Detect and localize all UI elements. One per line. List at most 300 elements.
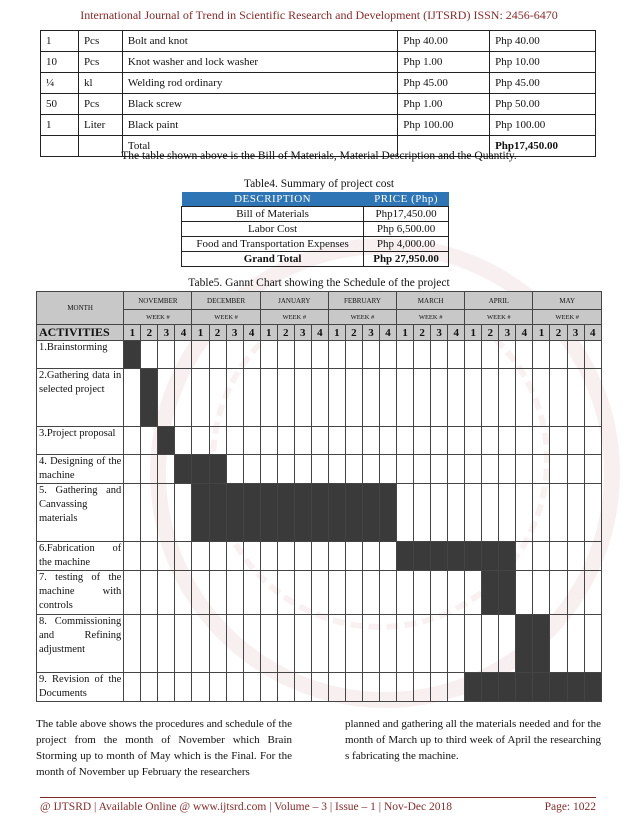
gantt-empty-cell (260, 369, 277, 427)
gantt-bar-cell (499, 571, 516, 615)
gantt-empty-cell (158, 455, 175, 484)
gantt-empty-cell (448, 615, 465, 673)
gantt-empty-cell (431, 484, 448, 542)
bom-cell: Php 1.00 (398, 52, 490, 73)
gantt-activity-row (37, 615, 602, 673)
bom-cell: 50 (41, 94, 79, 115)
gantt-empty-cell (243, 369, 260, 427)
month-label: MONTH (37, 292, 124, 325)
gantt-empty-cell (499, 341, 516, 369)
gantt-bar-cell (124, 341, 141, 369)
gantt-empty-cell (277, 427, 294, 455)
gantt-empty-cell (397, 455, 414, 484)
month-header: NOVEMBER (124, 292, 192, 310)
gantt-bar-cell (311, 484, 328, 542)
week-label: WEEK # (397, 310, 465, 325)
week-number: 4 (311, 325, 328, 341)
gantt-empty-cell (311, 571, 328, 615)
gantt-empty-cell (567, 369, 584, 427)
gantt-empty-cell (414, 427, 431, 455)
gantt-empty-cell (584, 455, 601, 484)
gantt-empty-cell (124, 455, 141, 484)
gantt-empty-cell (141, 427, 158, 455)
bom-cell: 10 (41, 52, 79, 73)
gantt-empty-cell (192, 673, 209, 702)
gantt-empty-cell (567, 455, 584, 484)
gantt-empty-cell (584, 571, 601, 615)
gantt-empty-cell (584, 615, 601, 673)
gantt-empty-cell (175, 571, 192, 615)
week-number: 2 (414, 325, 431, 341)
activity-name: 2.Gathering data in selected project (37, 369, 124, 427)
gantt-bar-cell (414, 542, 431, 571)
bom-cell: ¼ (41, 73, 79, 94)
gantt-empty-cell (345, 369, 362, 427)
bom-row (41, 73, 596, 94)
gantt-empty-cell (192, 542, 209, 571)
gantt-empty-cell (567, 571, 584, 615)
gantt-empty-cell (294, 427, 311, 455)
gantt-empty-cell (362, 542, 379, 571)
gantt-week-number-row (37, 325, 602, 341)
week-label: WEEK # (260, 310, 328, 325)
gantt-empty-cell (380, 571, 397, 615)
gantt-empty-cell (226, 369, 243, 427)
gantt-empty-cell (345, 542, 362, 571)
gantt-bar-cell (431, 542, 448, 571)
gantt-empty-cell (243, 571, 260, 615)
gantt-empty-cell (243, 341, 260, 369)
gantt-empty-cell (124, 673, 141, 702)
week-number: 4 (243, 325, 260, 341)
gantt-bar-cell (516, 615, 533, 673)
grand-total-value: Php 27,950.00 (364, 252, 449, 267)
summary-header-price: PRICE (Php) (364, 192, 449, 207)
gantt-empty-cell (277, 341, 294, 369)
bom-total-label: Total (122, 136, 397, 157)
gantt-empty-cell (567, 615, 584, 673)
gantt-empty-cell (380, 427, 397, 455)
week-number: 1 (465, 325, 482, 341)
week-number: 4 (516, 325, 533, 341)
gantt-empty-cell (328, 427, 345, 455)
gantt-empty-cell (294, 615, 311, 673)
gantt-empty-cell (362, 673, 379, 702)
paragraph-left: The table above shows the procedures and schedule of the project from the month of November which Brain Storming up to month of May which is the Final. For the month of November up February the researchers (36, 718, 292, 778)
gantt-empty-cell (243, 673, 260, 702)
gantt-empty-cell (414, 341, 431, 369)
week-number: 1 (124, 325, 141, 341)
gantt-empty-cell (397, 673, 414, 702)
gantt-empty-cell (380, 542, 397, 571)
bom-note: The table shown above is the Bill of Materials, Material Description and the Quantity. (121, 150, 517, 162)
gantt-empty-cell (141, 571, 158, 615)
bom-row (41, 94, 596, 115)
gantt-activity-row (37, 341, 602, 369)
gantt-empty-cell (414, 673, 431, 702)
gantt-empty-cell (499, 615, 516, 673)
month-header: JANUARY (260, 292, 328, 310)
gantt-bar-cell (294, 484, 311, 542)
gantt-empty-cell (465, 341, 482, 369)
footer-citation: @ IJTSRD | Available Online @ www.ijtsrd.com | Volume – 3 | Issue – 1 | Nov-Dec 2018 (40, 801, 452, 813)
gantt-empty-cell (277, 673, 294, 702)
project-cost-summary-table (181, 192, 449, 267)
journal-header: International Journal of Trend in Scientific Research and Development (IJTSRD) ISSN: 2456-6470 (80, 8, 558, 22)
gantt-empty-cell (226, 673, 243, 702)
week-number: 3 (499, 325, 516, 341)
week-number: 2 (277, 325, 294, 341)
gantt-bar-cell (175, 455, 192, 484)
gantt-empty-cell (192, 615, 209, 673)
gantt-empty-cell (465, 571, 482, 615)
activity-name: 4. Designing of the machine (37, 455, 124, 484)
week-number: 2 (550, 325, 567, 341)
gantt-empty-cell (431, 615, 448, 673)
gantt-empty-cell (414, 615, 431, 673)
bom-cell: Php 100.00 (490, 115, 596, 136)
gantt-empty-cell (414, 455, 431, 484)
gantt-empty-cell (345, 427, 362, 455)
gantt-activity-row (37, 369, 602, 427)
gantt-bar-cell (482, 542, 499, 571)
gantt-empty-cell (431, 455, 448, 484)
gantt-empty-cell (380, 673, 397, 702)
gantt-bar-cell (277, 484, 294, 542)
bom-cell: kl (78, 73, 122, 94)
bom-cell: Php 45.00 (490, 73, 596, 94)
activity-name: 9. Revision of the Documents (37, 673, 124, 702)
gantt-bar-cell (209, 484, 226, 542)
gantt-empty-cell (175, 673, 192, 702)
gantt-empty-cell (533, 455, 550, 484)
gantt-empty-cell (448, 571, 465, 615)
gantt-empty-cell (277, 571, 294, 615)
week-label: WEEK # (533, 310, 602, 325)
summary-cell: Bill of Materials (182, 207, 364, 222)
week-number: 3 (431, 325, 448, 341)
gantt-empty-cell (175, 615, 192, 673)
gantt-empty-cell (158, 369, 175, 427)
gantt-empty-cell (533, 484, 550, 542)
gantt-empty-cell (311, 615, 328, 673)
gantt-empty-cell (243, 427, 260, 455)
gantt-empty-cell (175, 427, 192, 455)
bom-cell: Php 10.00 (490, 52, 596, 73)
activity-name: 7. testing of the machine with controls (37, 571, 124, 615)
gantt-empty-cell (226, 542, 243, 571)
gantt-empty-cell (533, 571, 550, 615)
summary-cell: Food and Transportation Expenses (182, 237, 364, 252)
gantt-empty-cell (141, 542, 158, 571)
gantt-empty-cell (431, 427, 448, 455)
gantt-empty-cell (550, 427, 567, 455)
gantt-empty-cell (550, 615, 567, 673)
gantt-bar-cell (550, 673, 567, 702)
gantt-empty-cell (362, 571, 379, 615)
gantt-empty-cell (328, 369, 345, 427)
gantt-empty-cell (516, 484, 533, 542)
gantt-empty-cell (380, 369, 397, 427)
gantt-bar-cell (533, 615, 550, 673)
gantt-empty-cell (226, 341, 243, 369)
week-number: 2 (482, 325, 499, 341)
gantt-empty-cell (362, 615, 379, 673)
gantt-empty-cell (294, 571, 311, 615)
gantt-empty-cell (294, 673, 311, 702)
bom-cell: Php 1.00 (398, 94, 490, 115)
week-number: 1 (328, 325, 345, 341)
gantt-empty-cell (482, 615, 499, 673)
month-header: APRIL (465, 292, 533, 310)
gantt-empty-cell (226, 455, 243, 484)
gantt-empty-cell (328, 341, 345, 369)
week-number: 1 (533, 325, 550, 341)
gantt-empty-cell (380, 615, 397, 673)
table5-caption: Table5. Gannt Chart showing the Schedule of the project (188, 277, 450, 289)
gantt-empty-cell (124, 615, 141, 673)
gantt-empty-cell (499, 369, 516, 427)
gantt-month-row (37, 292, 602, 310)
gantt-bar-cell (465, 673, 482, 702)
gantt-empty-cell (380, 455, 397, 484)
gantt-empty-cell (397, 341, 414, 369)
gantt-empty-cell (192, 571, 209, 615)
gantt-bar-cell (192, 484, 209, 542)
gantt-empty-cell (397, 369, 414, 427)
gantt-bar-cell (345, 484, 362, 542)
gantt-empty-cell (414, 571, 431, 615)
week-label: WEEK # (192, 310, 260, 325)
gantt-empty-cell (533, 542, 550, 571)
gantt-empty-cell (328, 455, 345, 484)
gantt-chart-table (36, 291, 602, 702)
gantt-empty-cell (431, 571, 448, 615)
gantt-empty-cell (584, 341, 601, 369)
gantt-bar-cell (584, 673, 601, 702)
gantt-empty-cell (294, 455, 311, 484)
gantt-empty-cell (277, 615, 294, 673)
bom-row (41, 52, 596, 73)
gantt-empty-cell (311, 427, 328, 455)
gantt-empty-cell (499, 455, 516, 484)
gantt-activity-row (37, 673, 602, 702)
gantt-empty-cell (209, 673, 226, 702)
gantt-bar-cell (328, 484, 345, 542)
gantt-empty-cell (243, 615, 260, 673)
gantt-empty-cell (465, 427, 482, 455)
activity-name: 6.Fabrication of the machine (37, 542, 124, 571)
gantt-bar-cell (362, 484, 379, 542)
grand-total-label: Grand Total (182, 252, 364, 267)
gantt-empty-cell (362, 427, 379, 455)
bom-cell: Php 40.00 (490, 31, 596, 52)
bom-cell: Liter (78, 115, 122, 136)
gantt-empty-cell (584, 484, 601, 542)
gantt-bar-cell (226, 484, 243, 542)
gantt-empty-cell (499, 427, 516, 455)
month-header: DECEMBER (192, 292, 260, 310)
month-header: FEBRUARY (328, 292, 396, 310)
gantt-bar-cell (482, 571, 499, 615)
gantt-empty-cell (516, 427, 533, 455)
bom-cell: Php 100.00 (398, 115, 490, 136)
gantt-empty-cell (124, 484, 141, 542)
gantt-empty-cell (397, 571, 414, 615)
gantt-empty-cell (192, 341, 209, 369)
week-number: 3 (158, 325, 175, 341)
gantt-empty-cell (516, 571, 533, 615)
month-header: MARCH (397, 292, 465, 310)
gantt-empty-cell (260, 615, 277, 673)
gantt-empty-cell (482, 427, 499, 455)
week-number: 4 (380, 325, 397, 341)
gantt-empty-cell (175, 542, 192, 571)
gantt-activity-row (37, 455, 602, 484)
gantt-empty-cell (311, 369, 328, 427)
gantt-empty-cell (158, 341, 175, 369)
gantt-bar-cell (380, 484, 397, 542)
gantt-empty-cell (516, 542, 533, 571)
gantt-activity-row (37, 542, 602, 571)
gantt-bar-cell (499, 673, 516, 702)
gantt-empty-cell (141, 615, 158, 673)
gantt-empty-cell (209, 542, 226, 571)
gantt-empty-cell (397, 615, 414, 673)
bom-cell: Pcs (78, 52, 122, 73)
gantt-empty-cell (192, 427, 209, 455)
gantt-empty-cell (328, 542, 345, 571)
page-footer (40, 797, 596, 813)
summary-row (182, 207, 449, 222)
gantt-empty-cell (567, 341, 584, 369)
gantt-empty-cell (124, 571, 141, 615)
bom-cell: Welding rod ordinary (122, 73, 397, 94)
gantt-empty-cell (260, 673, 277, 702)
week-number: 3 (226, 325, 243, 341)
gantt-empty-cell (482, 484, 499, 542)
gantt-empty-cell (158, 673, 175, 702)
paragraph-right: planned and gathering all the materials needed and for the month of March up to third week of April the researching s fabricating the machine. (345, 718, 601, 762)
gantt-bar-cell (141, 369, 158, 427)
bom-cell: Black paint (122, 115, 397, 136)
gantt-activity-row (37, 427, 602, 455)
gantt-empty-cell (345, 341, 362, 369)
gantt-empty-cell (141, 455, 158, 484)
week-number: 4 (175, 325, 192, 341)
gantt-empty-cell (277, 542, 294, 571)
week-number: 3 (294, 325, 311, 341)
week-label: WEEK # (465, 310, 533, 325)
gantt-empty-cell (431, 673, 448, 702)
gantt-empty-cell (448, 427, 465, 455)
bom-row (41, 31, 596, 52)
gantt-empty-cell (260, 455, 277, 484)
gantt-bar-cell (533, 673, 550, 702)
gantt-empty-cell (345, 673, 362, 702)
gantt-empty-cell (141, 484, 158, 542)
month-header: MAY (533, 292, 602, 310)
gantt-empty-cell (209, 571, 226, 615)
gantt-empty-cell (311, 455, 328, 484)
gantt-empty-cell (550, 341, 567, 369)
bom-cell: Black screw (122, 94, 397, 115)
bom-cell: Knot washer and lock washer (122, 52, 397, 73)
summary-cell: Php 6,500.00 (364, 222, 449, 237)
bom-cell: Php 45.00 (398, 73, 490, 94)
gantt-empty-cell (499, 484, 516, 542)
gantt-empty-cell (328, 571, 345, 615)
gantt-empty-cell (380, 341, 397, 369)
gantt-empty-cell (311, 673, 328, 702)
gantt-empty-cell (209, 427, 226, 455)
gantt-empty-cell (260, 341, 277, 369)
activities-label: ACTIVITIES (37, 325, 124, 341)
bom-cell: 1 (41, 31, 79, 52)
gantt-empty-cell (243, 455, 260, 484)
week-label: WEEK # (328, 310, 396, 325)
gantt-empty-cell (584, 542, 601, 571)
gantt-empty-cell (448, 341, 465, 369)
gantt-empty-cell (124, 427, 141, 455)
gantt-empty-cell (209, 615, 226, 673)
gantt-empty-cell (175, 484, 192, 542)
gantt-empty-cell (158, 615, 175, 673)
bom-row (41, 115, 596, 136)
gantt-bar-cell (192, 455, 209, 484)
gantt-empty-cell (482, 369, 499, 427)
activity-name: 8. Commissioning and Refining adjustment (37, 615, 124, 673)
gantt-empty-cell (482, 455, 499, 484)
gantt-empty-cell (533, 369, 550, 427)
gantt-empty-cell (158, 542, 175, 571)
gantt-empty-cell (124, 542, 141, 571)
gantt-empty-cell (567, 427, 584, 455)
summary-row (182, 222, 449, 237)
week-number: 4 (448, 325, 465, 341)
gantt-empty-cell (345, 455, 362, 484)
gantt-empty-cell (362, 341, 379, 369)
gantt-empty-cell (124, 369, 141, 427)
gantt-empty-cell (260, 542, 277, 571)
gantt-empty-cell (414, 369, 431, 427)
gantt-empty-cell (226, 571, 243, 615)
gantt-empty-cell (567, 542, 584, 571)
gantt-empty-cell (141, 341, 158, 369)
activity-name: 1.Brainstorming (37, 341, 124, 369)
gantt-empty-cell (362, 455, 379, 484)
gantt-empty-cell (550, 484, 567, 542)
gantt-activity-row (37, 571, 602, 615)
table4-caption: Table4. Summary of project cost (243, 178, 395, 190)
week-number: 2 (209, 325, 226, 341)
bom-total-value: Php17,450.00 (490, 136, 596, 157)
bom-cell: Pcs (78, 94, 122, 115)
gantt-empty-cell (431, 369, 448, 427)
gantt-bar-cell (209, 455, 226, 484)
gantt-empty-cell (465, 455, 482, 484)
gantt-empty-cell (516, 369, 533, 427)
gantt-bar-cell (448, 542, 465, 571)
gantt-empty-cell (175, 369, 192, 427)
gantt-empty-cell (141, 673, 158, 702)
gantt-empty-cell (294, 542, 311, 571)
gantt-bar-cell (260, 484, 277, 542)
gantt-empty-cell (260, 427, 277, 455)
week-number: 2 (345, 325, 362, 341)
gantt-empty-cell (328, 673, 345, 702)
gantt-empty-cell (277, 369, 294, 427)
